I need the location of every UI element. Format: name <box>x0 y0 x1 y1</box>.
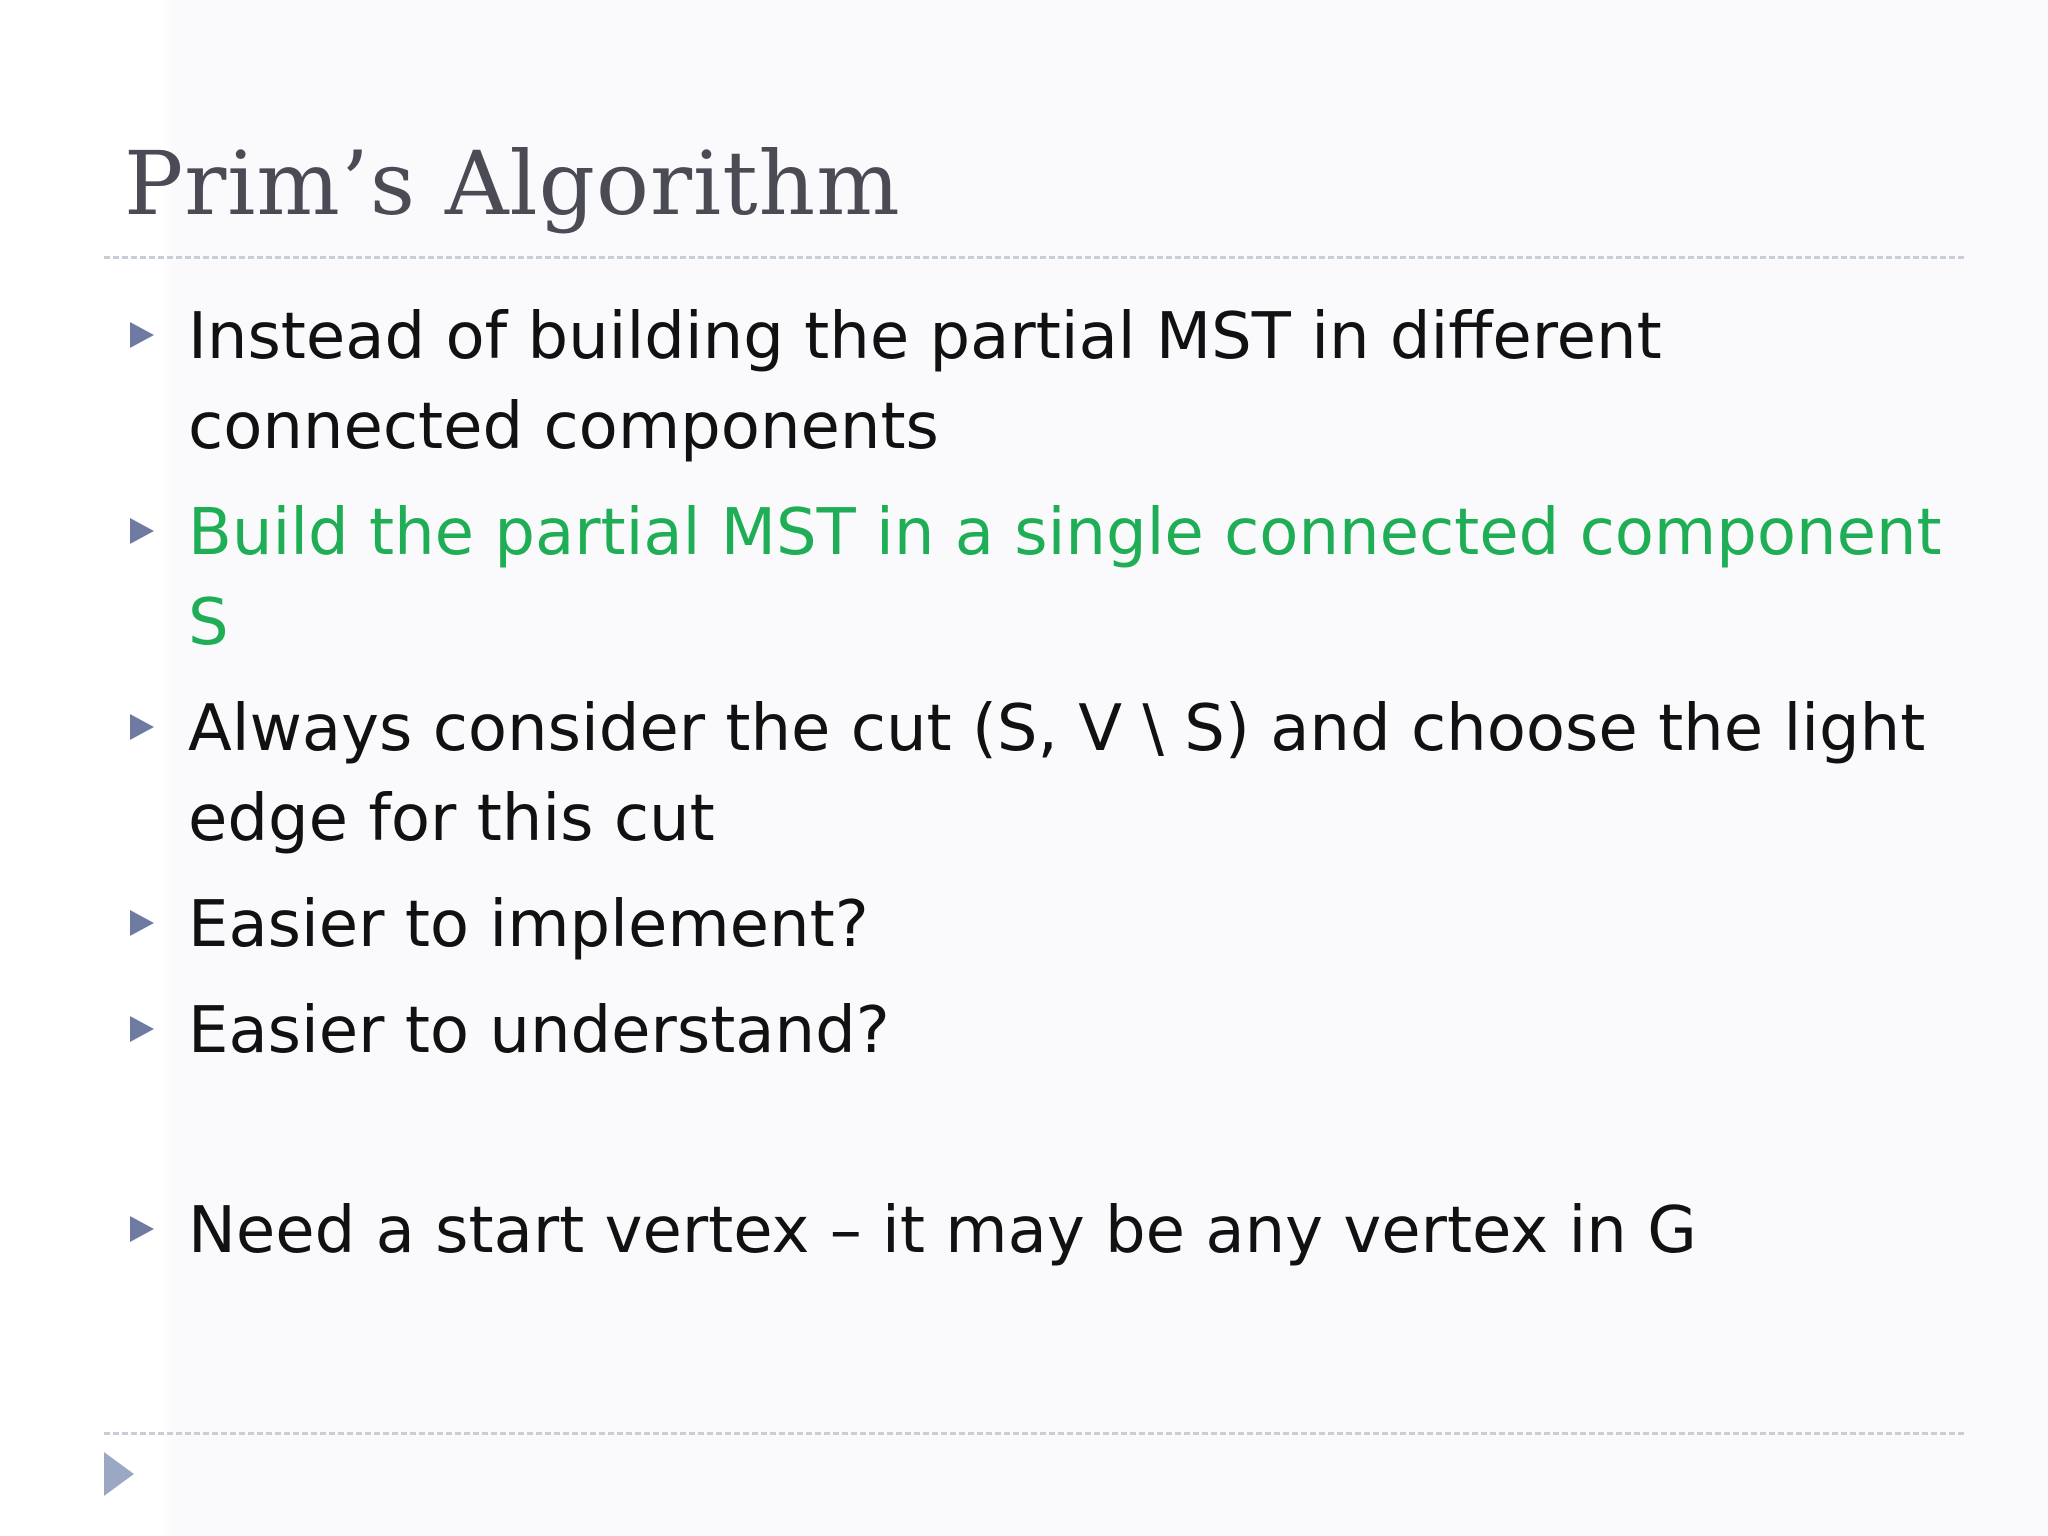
bullet-item-highlight <box>124 488 1964 668</box>
bullet-text: Always consider the cut (S, V \ S) and choose the light edge for this cut <box>188 692 1926 856</box>
bullet-text: Easier to implement? <box>188 888 869 962</box>
footer-divider <box>104 1432 1964 1435</box>
bullet-item <box>124 684 1964 864</box>
title-divider <box>104 256 1964 259</box>
bullet-item <box>124 1186 1964 1276</box>
triangle-right-icon <box>130 322 154 348</box>
bullet-item <box>124 292 1964 472</box>
bullet-item <box>124 880 1964 970</box>
bullet-list <box>124 292 1964 1292</box>
triangle-right-icon <box>130 910 154 936</box>
bullet-item <box>124 986 1964 1076</box>
triangle-right-icon <box>130 518 154 544</box>
triangle-right-icon <box>130 714 154 740</box>
bullet-text: Need a start vertex – it may be any vertex in G <box>188 1194 1697 1268</box>
triangle-right-icon <box>130 1016 154 1042</box>
bullet-text: Instead of building the partial MST in different connected components <box>188 300 1662 464</box>
bullet-text: Easier to understand? <box>188 994 890 1068</box>
triangle-right-icon <box>130 1216 154 1242</box>
slide-title: Prim’s Algorithm <box>124 132 901 235</box>
bullet-text: Build the partial MST in a single connected component S <box>188 496 1942 660</box>
play-arrow-icon[interactable] <box>104 1452 134 1496</box>
